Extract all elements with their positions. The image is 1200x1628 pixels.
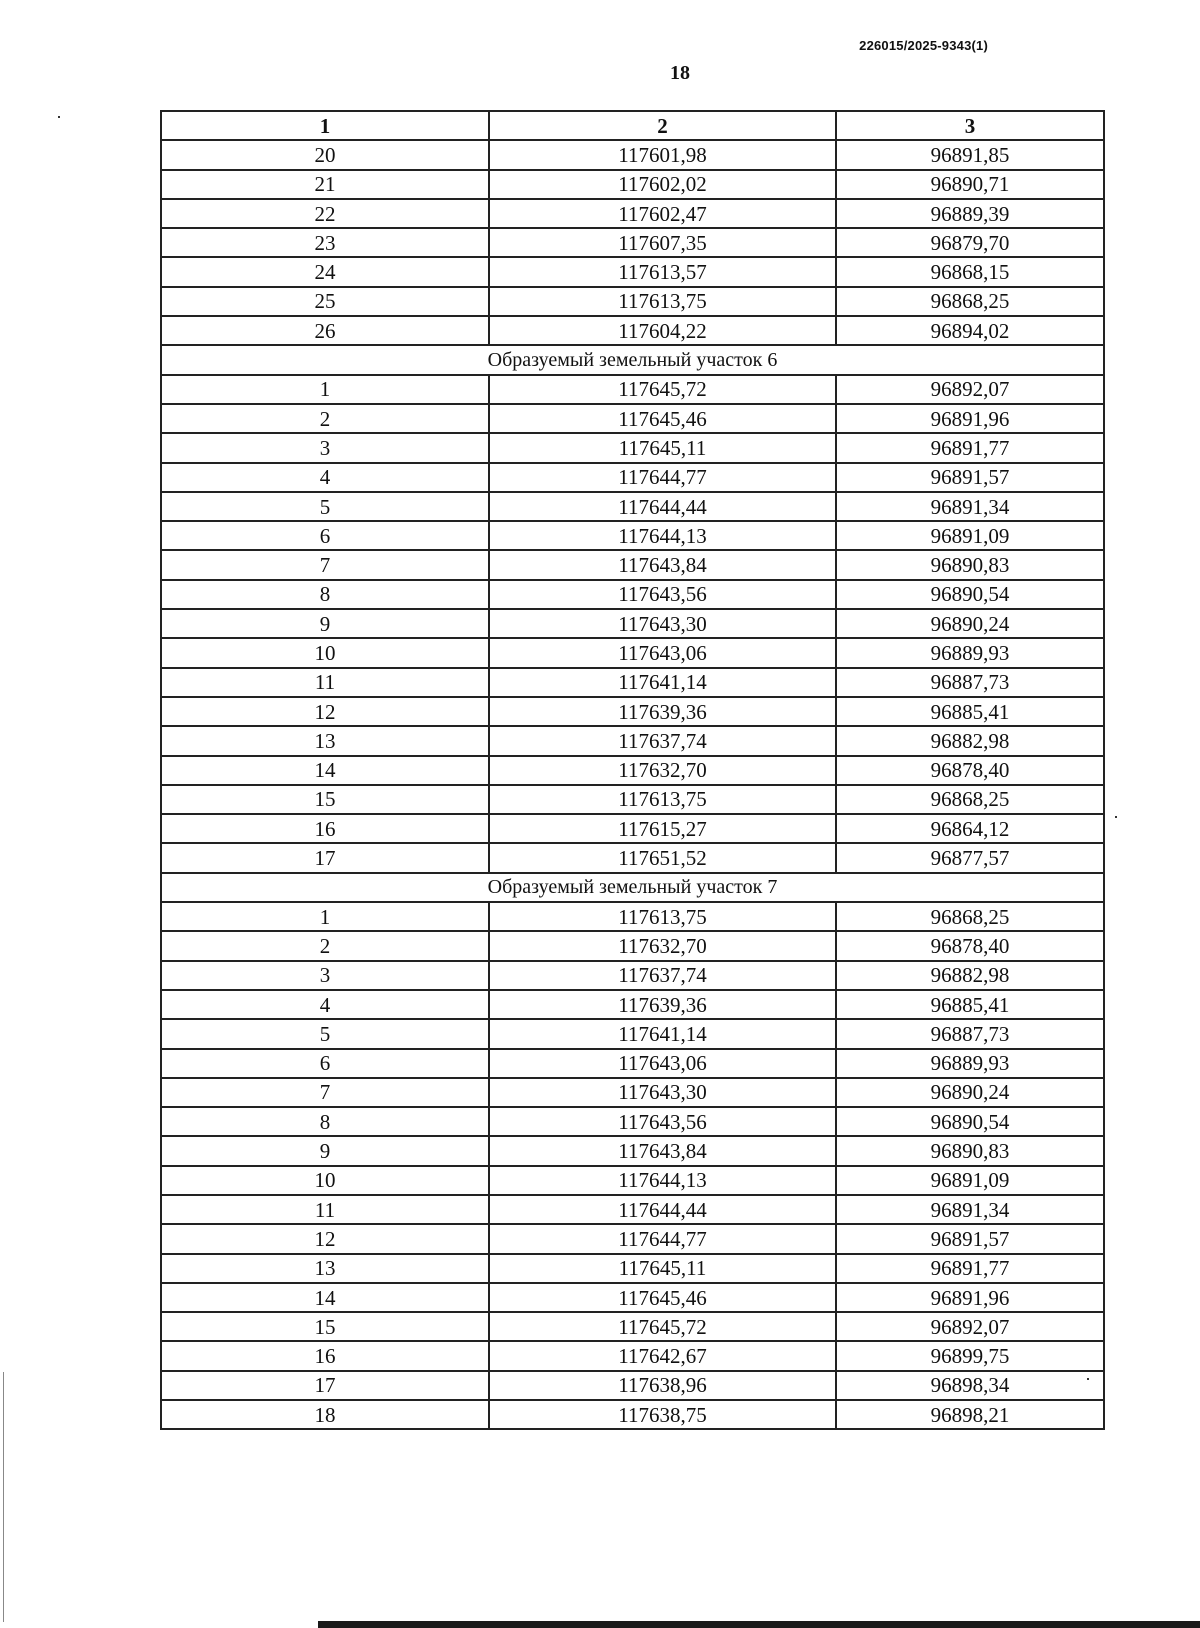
document-id: 226015/2025-9343(1) — [859, 38, 988, 53]
table-row — [161, 1049, 1104, 1078]
y-coordinate-cell: 96885,41 — [836, 697, 1104, 726]
table-row — [161, 697, 1104, 726]
y-coordinate-cell: 96889,93 — [836, 1049, 1104, 1078]
table-row — [161, 726, 1104, 755]
y-coordinate-cell: 96890,24 — [836, 1078, 1104, 1107]
x-coordinate-cell: 117613,75 — [489, 287, 836, 316]
y-coordinate-cell: 96890,24 — [836, 609, 1104, 638]
table-row — [161, 1107, 1104, 1136]
scan-speck — [58, 116, 60, 118]
table-row — [161, 287, 1104, 316]
y-coordinate-cell: 96891,34 — [836, 492, 1104, 521]
point-number-cell: 18 — [161, 1400, 489, 1429]
page-number: 18 — [670, 62, 690, 84]
point-number-cell: 14 — [161, 1283, 489, 1312]
point-number-cell: 7 — [161, 1078, 489, 1107]
point-number-cell: 25 — [161, 287, 489, 316]
x-coordinate-cell: 117638,96 — [489, 1371, 836, 1400]
x-coordinate-cell: 117645,72 — [489, 1312, 836, 1341]
point-number-cell: 3 — [161, 961, 489, 990]
table-row — [161, 257, 1104, 286]
y-coordinate-cell: 96864,12 — [836, 814, 1104, 843]
section-title: Образуемый земельный участок 6 — [161, 345, 1104, 374]
x-coordinate-cell: 117613,57 — [489, 257, 836, 286]
y-coordinate-cell: 96894,02 — [836, 316, 1104, 345]
y-coordinate-cell: 96889,39 — [836, 199, 1104, 228]
table-row — [161, 433, 1104, 462]
y-coordinate-cell: 96887,73 — [836, 1019, 1104, 1048]
section-row — [161, 345, 1104, 374]
x-coordinate-cell: 117644,44 — [489, 492, 836, 521]
x-coordinate-cell: 117642,67 — [489, 1341, 836, 1370]
table-row — [161, 1019, 1104, 1048]
table-row — [161, 1400, 1104, 1429]
point-number-cell: 1 — [161, 375, 489, 404]
x-coordinate-cell: 117644,77 — [489, 1224, 836, 1253]
x-coordinate-cell: 117639,36 — [489, 990, 836, 1019]
x-coordinate-cell: 117638,75 — [489, 1400, 836, 1429]
table-row — [161, 1136, 1104, 1165]
x-coordinate-cell: 117601,98 — [489, 140, 836, 169]
scan-speck — [1087, 1378, 1089, 1380]
y-coordinate-cell: 96891,96 — [836, 404, 1104, 433]
x-coordinate-cell: 117643,06 — [489, 1049, 836, 1078]
table-row — [161, 756, 1104, 785]
table-row — [161, 1166, 1104, 1195]
point-number-cell: 21 — [161, 170, 489, 199]
y-coordinate-cell: 96868,25 — [836, 785, 1104, 814]
point-number-cell: 11 — [161, 1195, 489, 1224]
point-number-cell: 13 — [161, 1254, 489, 1283]
point-number-cell: 3 — [161, 433, 489, 462]
y-coordinate-cell: 96891,57 — [836, 463, 1104, 492]
x-coordinate-cell: 117641,14 — [489, 668, 836, 697]
x-coordinate-cell: 117613,75 — [489, 902, 836, 931]
table-row — [161, 638, 1104, 667]
column-header-3: 3 — [836, 111, 1104, 140]
point-number-cell: 8 — [161, 1107, 489, 1136]
y-coordinate-cell: 96890,54 — [836, 580, 1104, 609]
x-coordinate-cell: 117643,84 — [489, 1136, 836, 1165]
point-number-cell: 15 — [161, 1312, 489, 1341]
x-coordinate-cell: 117644,44 — [489, 1195, 836, 1224]
point-number-cell: 1 — [161, 902, 489, 931]
point-number-cell: 16 — [161, 814, 489, 843]
point-number-cell: 12 — [161, 1224, 489, 1253]
table-row — [161, 521, 1104, 550]
x-coordinate-cell: 117602,02 — [489, 170, 836, 199]
section-row — [161, 873, 1104, 902]
table-row — [161, 492, 1104, 521]
table-row — [161, 1224, 1104, 1253]
x-coordinate-cell: 117632,70 — [489, 756, 836, 785]
y-coordinate-cell: 96868,15 — [836, 257, 1104, 286]
y-coordinate-cell: 96899,75 — [836, 1341, 1104, 1370]
table-row — [161, 990, 1104, 1019]
x-coordinate-cell: 117632,70 — [489, 931, 836, 960]
x-coordinate-cell: 117602,47 — [489, 199, 836, 228]
point-number-cell: 7 — [161, 550, 489, 579]
x-coordinate-cell: 117643,56 — [489, 580, 836, 609]
table-row — [161, 580, 1104, 609]
y-coordinate-cell: 96890,54 — [836, 1107, 1104, 1136]
point-number-cell: 10 — [161, 1166, 489, 1195]
point-number-cell: 16 — [161, 1341, 489, 1370]
point-number-cell: 23 — [161, 228, 489, 257]
point-number-cell: 13 — [161, 726, 489, 755]
scan-bottom-bar — [318, 1621, 1200, 1628]
x-coordinate-cell: 117613,75 — [489, 785, 836, 814]
table-row — [161, 814, 1104, 843]
table-row — [161, 550, 1104, 579]
table-row — [161, 902, 1104, 931]
y-coordinate-cell: 96885,41 — [836, 990, 1104, 1019]
y-coordinate-cell: 96892,07 — [836, 375, 1104, 404]
table-row — [161, 961, 1104, 990]
table-row — [161, 170, 1104, 199]
x-coordinate-cell: 117639,36 — [489, 697, 836, 726]
table-row — [161, 463, 1104, 492]
point-number-cell: 4 — [161, 990, 489, 1019]
x-coordinate-cell: 117645,46 — [489, 404, 836, 433]
y-coordinate-cell: 96868,25 — [836, 902, 1104, 931]
table-row — [161, 1195, 1104, 1224]
table-row — [161, 404, 1104, 433]
x-coordinate-cell: 117615,27 — [489, 814, 836, 843]
table-row — [161, 1283, 1104, 1312]
point-number-cell: 8 — [161, 580, 489, 609]
y-coordinate-cell: 96882,98 — [836, 961, 1104, 990]
x-coordinate-cell: 117637,74 — [489, 726, 836, 755]
y-coordinate-cell: 96878,40 — [836, 931, 1104, 960]
point-number-cell: 14 — [161, 756, 489, 785]
x-coordinate-cell: 117643,56 — [489, 1107, 836, 1136]
table-row — [161, 785, 1104, 814]
x-coordinate-cell: 117643,30 — [489, 1078, 836, 1107]
table-row — [161, 668, 1104, 697]
point-number-cell: 22 — [161, 199, 489, 228]
y-coordinate-cell: 96891,77 — [836, 1254, 1104, 1283]
point-number-cell: 12 — [161, 697, 489, 726]
table-row — [161, 1254, 1104, 1283]
point-number-cell: 26 — [161, 316, 489, 345]
table-header — [161, 111, 1104, 140]
x-coordinate-cell: 117643,06 — [489, 638, 836, 667]
x-coordinate-cell: 117645,11 — [489, 433, 836, 462]
x-coordinate-cell: 117645,46 — [489, 1283, 836, 1312]
x-coordinate-cell: 117644,13 — [489, 521, 836, 550]
y-coordinate-cell: 96891,09 — [836, 521, 1104, 550]
table-row — [161, 199, 1104, 228]
table-row — [161, 1078, 1104, 1107]
y-coordinate-cell: 96892,07 — [836, 1312, 1104, 1341]
y-coordinate-cell: 96882,98 — [836, 726, 1104, 755]
x-coordinate-cell: 117643,30 — [489, 609, 836, 638]
point-number-cell: 2 — [161, 931, 489, 960]
x-coordinate-cell: 117645,72 — [489, 375, 836, 404]
point-number-cell: 6 — [161, 521, 489, 550]
y-coordinate-cell: 96889,93 — [836, 638, 1104, 667]
y-coordinate-cell: 96891,09 — [836, 1166, 1104, 1195]
coordinates-table — [160, 110, 1105, 1430]
y-coordinate-cell: 96890,71 — [836, 170, 1104, 199]
x-coordinate-cell: 117644,77 — [489, 463, 836, 492]
table-row — [161, 228, 1104, 257]
point-number-cell: 15 — [161, 785, 489, 814]
y-coordinate-cell: 96898,34 — [836, 1371, 1104, 1400]
y-coordinate-cell: 96890,83 — [836, 1136, 1104, 1165]
y-coordinate-cell: 96891,34 — [836, 1195, 1104, 1224]
point-number-cell: 6 — [161, 1049, 489, 1078]
x-coordinate-cell: 117651,52 — [489, 843, 836, 872]
table-row — [161, 375, 1104, 404]
point-number-cell: 4 — [161, 463, 489, 492]
x-coordinate-cell: 117645,11 — [489, 1254, 836, 1283]
point-number-cell: 9 — [161, 609, 489, 638]
table-body — [161, 140, 1104, 1429]
table-row — [161, 1341, 1104, 1370]
point-number-cell: 9 — [161, 1136, 489, 1165]
point-number-cell: 17 — [161, 1371, 489, 1400]
y-coordinate-cell: 96898,21 — [836, 1400, 1104, 1429]
column-header-1: 1 — [161, 111, 489, 140]
table-row — [161, 140, 1104, 169]
y-coordinate-cell: 96878,40 — [836, 756, 1104, 785]
x-coordinate-cell: 117604,22 — [489, 316, 836, 345]
x-coordinate-cell: 117607,35 — [489, 228, 836, 257]
y-coordinate-cell: 96877,57 — [836, 843, 1104, 872]
y-coordinate-cell: 96891,57 — [836, 1224, 1104, 1253]
x-coordinate-cell: 117643,84 — [489, 550, 836, 579]
point-number-cell: 24 — [161, 257, 489, 286]
point-number-cell: 17 — [161, 843, 489, 872]
x-coordinate-cell: 117641,14 — [489, 1019, 836, 1048]
y-coordinate-cell: 96890,83 — [836, 550, 1104, 579]
y-coordinate-cell: 96891,85 — [836, 140, 1104, 169]
table-row — [161, 931, 1104, 960]
point-number-cell: 2 — [161, 404, 489, 433]
y-coordinate-cell: 96887,73 — [836, 668, 1104, 697]
y-coordinate-cell: 96868,25 — [836, 287, 1104, 316]
scan-speck — [1115, 816, 1117, 818]
table-row — [161, 1312, 1104, 1341]
y-coordinate-cell: 96891,96 — [836, 1283, 1104, 1312]
point-number-cell: 5 — [161, 492, 489, 521]
header-row — [161, 111, 1104, 140]
x-coordinate-cell: 117644,13 — [489, 1166, 836, 1195]
y-coordinate-cell: 96891,77 — [836, 433, 1104, 462]
point-number-cell: 5 — [161, 1019, 489, 1048]
y-coordinate-cell: 96879,70 — [836, 228, 1104, 257]
section-title: Образуемый земельный участок 7 — [161, 873, 1104, 902]
table-row — [161, 316, 1104, 345]
point-number-cell: 10 — [161, 638, 489, 667]
table-row — [161, 843, 1104, 872]
scan-edge-line — [3, 1372, 4, 1622]
x-coordinate-cell: 117637,74 — [489, 961, 836, 990]
point-number-cell: 20 — [161, 140, 489, 169]
table-row — [161, 1371, 1104, 1400]
point-number-cell: 11 — [161, 668, 489, 697]
column-header-2: 2 — [489, 111, 836, 140]
table-row — [161, 609, 1104, 638]
